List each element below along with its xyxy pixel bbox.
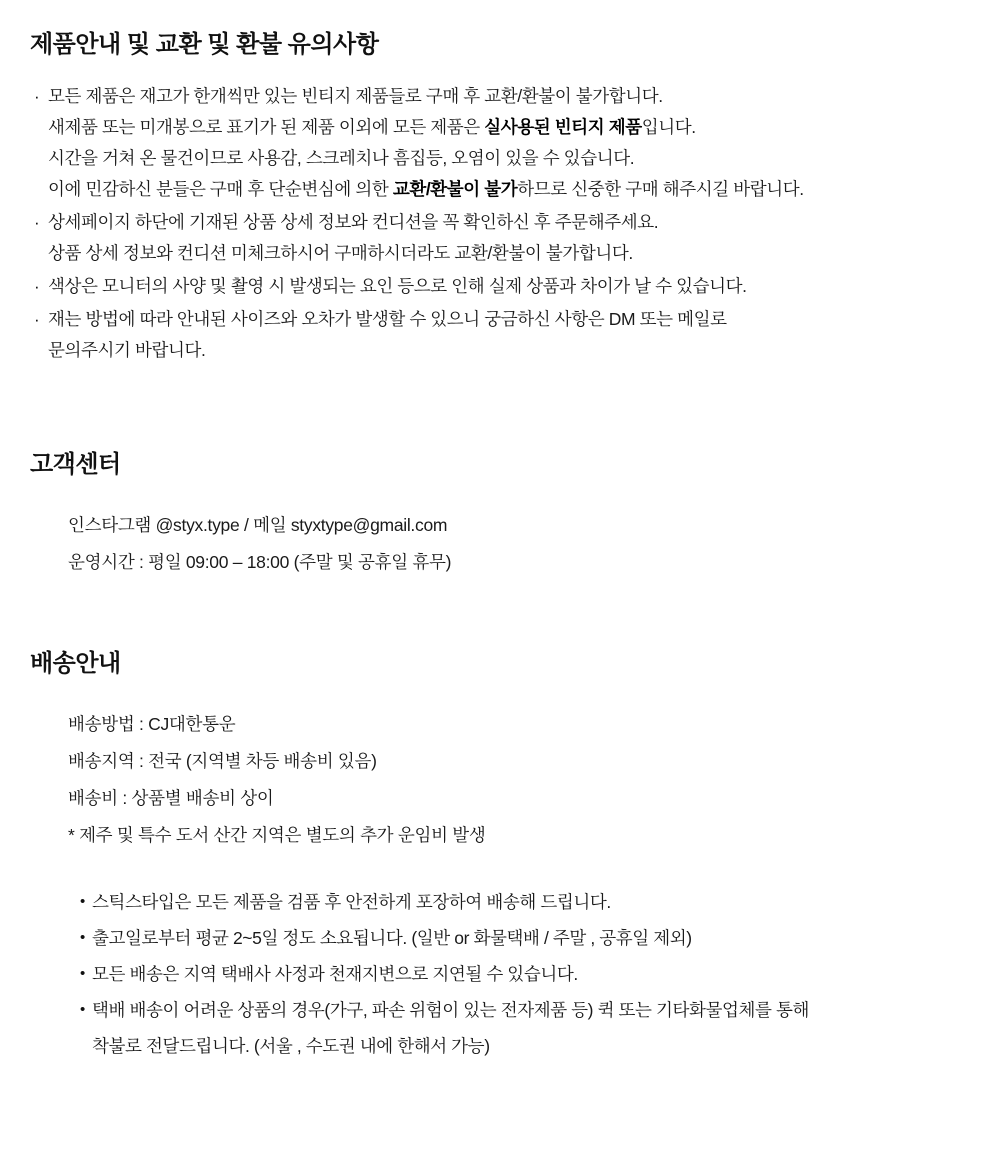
shipping-bullet-text bbox=[92, 920, 970, 956]
shipping-bullet-line: 모든 배송은 지역 택배사 사정과 천재지변으로 지연될 수 있습니다. bbox=[92, 964, 578, 984]
policy-bullet-line: 재는 방법에 따라 안내된 사이즈와 오차가 발생할 수 있으니 궁금하신 사항은 DM 또는 메일로 bbox=[48, 309, 727, 329]
shipping-section-title: 배송안내 bbox=[30, 650, 121, 677]
customer-center-block bbox=[30, 507, 970, 581]
bullet-marker-icon: · bbox=[34, 310, 40, 329]
policy-bullet-item bbox=[30, 207, 970, 269]
shipping-info-block bbox=[30, 706, 970, 1064]
policy-bullet-text bbox=[48, 207, 970, 269]
policy-bullet-line: 상품 상세 정보와 컨디션 미체크하시어 구매하시더라도 교환/환불이 불가합니다. bbox=[48, 243, 633, 263]
shipping-bullet-line: 출고일로부터 평균 2~5일 정도 소요됩니다. (일반 or 화물택배 / 주말 , 공휴일 제외) bbox=[92, 928, 692, 948]
shipping-info-line: 배송방법 : CJ대한통운 bbox=[68, 714, 236, 734]
policy-bullet-item bbox=[30, 81, 970, 205]
policy-bullet-line: 모든 제품은 재고가 한개씩만 있는 빈티지 제품들로 구매 후 교환/환불이 불가합니다. bbox=[48, 86, 663, 106]
policy-section-title: 제품안내 및 교환 및 환불 유의사항 bbox=[30, 31, 379, 58]
spacer-policy-to-cs bbox=[30, 368, 970, 444]
customer-center-lines bbox=[30, 507, 970, 581]
policy-bullet-line: 색상은 모니터의 사양 및 촬영 시 발생되는 요인 등으로 인해 실제 상품과 차이가 날 수 있습니다. bbox=[48, 276, 747, 296]
shipping-info-line: 배송비 : 상품별 배송비 상이 bbox=[68, 788, 274, 808]
customer-center-line: 인스타그램 @styx.type / 메일 styxtype@gmail.com bbox=[68, 515, 448, 535]
bullet-marker-icon: · bbox=[34, 87, 40, 106]
bullet-marker-icon: • bbox=[80, 1001, 86, 1018]
bullet-marker-icon: • bbox=[80, 965, 86, 982]
shipping-info-lines bbox=[30, 706, 970, 854]
shipping-bullet-text bbox=[92, 956, 970, 992]
shipping-info-line: * 제주 및 특수 도서 산간 지역은 별도의 추가 운임비 발생 bbox=[68, 825, 486, 845]
shipping-bullet-text bbox=[92, 992, 970, 1064]
shipping-bullet-text bbox=[92, 884, 970, 920]
policy-bullet-line: 문의주시기 바랍니다. bbox=[48, 340, 206, 360]
spacer-cs-to-shipping bbox=[30, 581, 970, 643]
bullet-marker-icon: · bbox=[34, 277, 40, 296]
policy-bullet-item bbox=[30, 304, 970, 366]
shipping-bullet-item bbox=[76, 956, 970, 992]
policy-bullet-text bbox=[48, 304, 970, 366]
policy-bullet-list bbox=[30, 81, 970, 366]
bullet-marker-icon: • bbox=[80, 893, 86, 910]
bullet-marker-icon: · bbox=[34, 213, 40, 232]
shipping-bullet-line: 스틱스타입은 모든 제품을 검품 후 안전하게 포장하여 배송해 드립니다. bbox=[92, 892, 611, 912]
policy-bullet-text bbox=[48, 81, 970, 205]
policy-bullet-line: 새제품 또는 미개봉으로 표기가 된 제품 이외에 모든 제품은 실사용된 빈티지 제품입니다. bbox=[48, 117, 696, 137]
shipping-bullet-line: 택배 배송이 어려운 상품의 경우(가구, 파손 위험이 있는 전자제품 등) 퀵 또는 기타화물업체를 통해 bbox=[92, 1000, 810, 1020]
shipping-bullet-item bbox=[76, 920, 970, 956]
shipping-bullet-item bbox=[76, 884, 970, 920]
shipping-info-line: 배송지역 : 전국 (지역별 차등 배송비 있음) bbox=[68, 751, 377, 771]
policy-bullet-line: 이에 민감하신 분들은 구매 후 단순변심에 의한 교환/환불이 불가하므로 신중한 구매 해주시길 바랍니다. bbox=[48, 179, 804, 199]
customer-center-line: 운영시간 : 평일 09:00 – 18:00 (주말 및 공휴일 휴무) bbox=[68, 552, 452, 572]
shipping-bullet-item bbox=[76, 992, 970, 1064]
shipping-bullets bbox=[30, 884, 970, 1064]
policy-bullet-line: 상세페이지 하단에 기재된 상품 상세 정보와 컨디션을 꼭 확인하신 후 주문해주세요. bbox=[48, 212, 659, 232]
policy-bullet-text bbox=[48, 271, 970, 302]
policy-bullet-line: 시간을 거쳐 온 물건이므로 사용감, 스크레치나 흠집등, 오염이 있을 수 있습니다. bbox=[48, 148, 635, 168]
shipping-bullet-line: 착불로 전달드립니다. (서울 , 수도권 내에 한해서 가능) bbox=[92, 1036, 490, 1056]
policy-bullets bbox=[30, 81, 970, 366]
customer-center-section-title: 고객센터 bbox=[30, 451, 121, 478]
bullet-marker-icon: • bbox=[80, 929, 86, 946]
policy-bullet-item bbox=[30, 271, 970, 302]
